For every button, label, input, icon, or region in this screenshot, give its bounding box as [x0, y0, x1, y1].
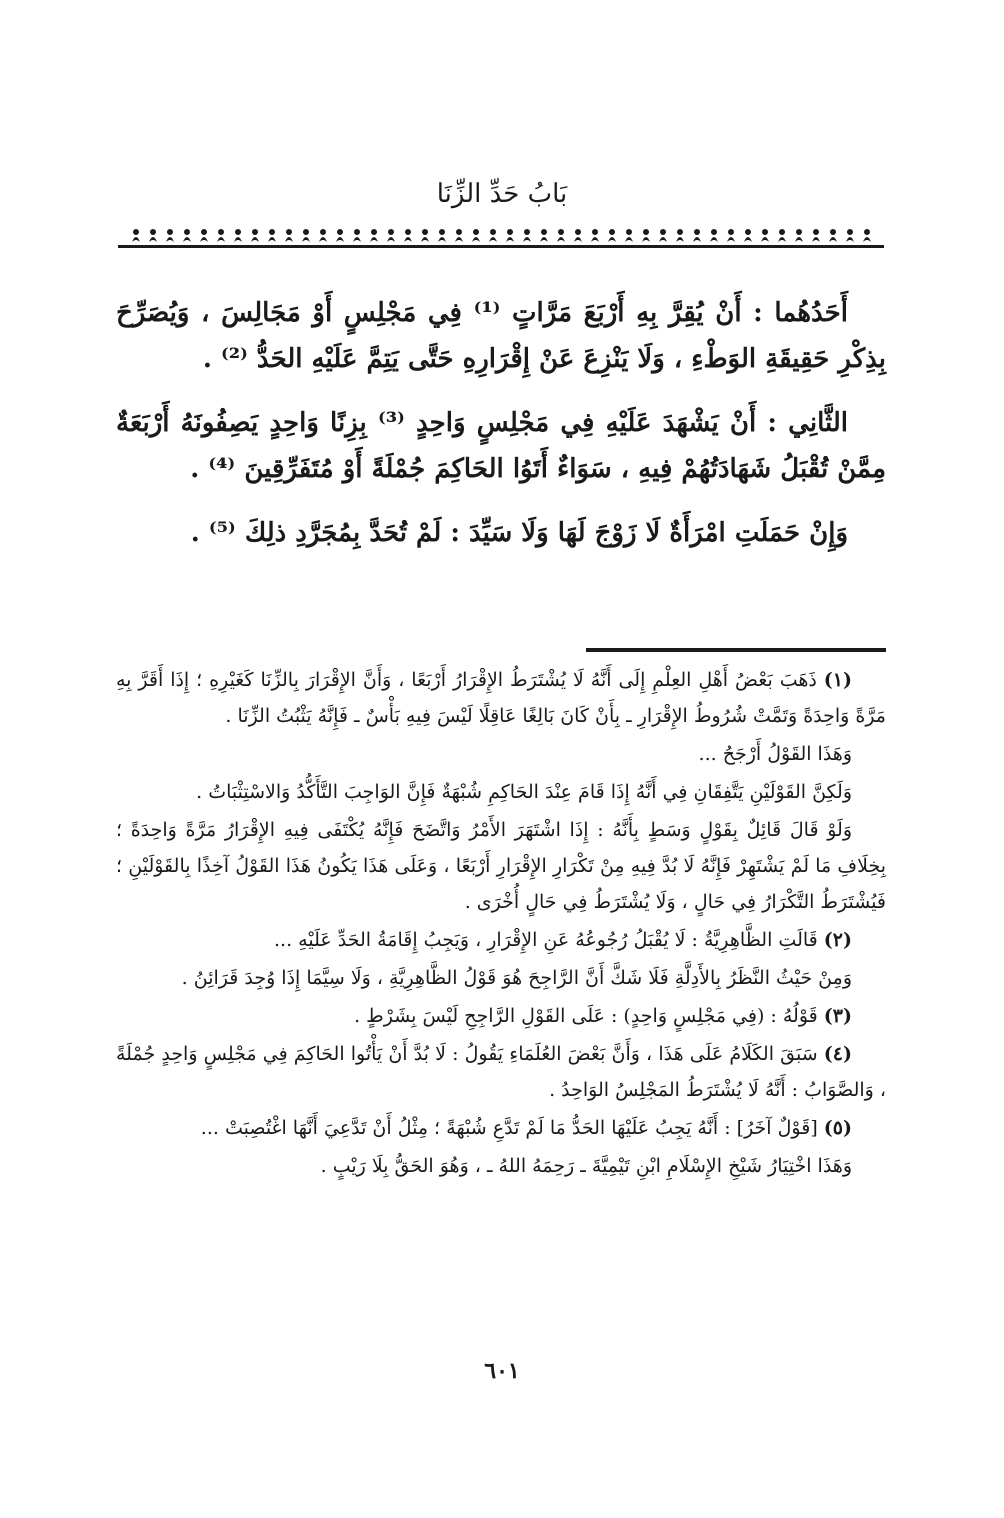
- main-paragraph-1: أَحَدُهُما : أَنْ يُقِرَّ بِهِ أَرْبَعَ مَرَّاتٍ ⁽¹⁾ فِي مَجْلِسٍ أَوْ مَجَالِسَ ، وَيُصَرِّحَ بِذِكْرِ حَقِيقَةِ الوَطْءِ ، وَلَا يَنْزِعَ عَنْ إِقْرَارِهِ حَتَّى يَتِمَّ عَلَيْهِ الحَدُّ ⁽²⁾ .: [116, 298, 886, 374]
- footnote-1-cont-b: [116, 774, 886, 810]
- footnote-1-cont-c: [116, 812, 886, 920]
- footnotes: [116, 662, 886, 1186]
- footnote-4: [116, 1036, 886, 1108]
- footnote-5: [116, 1110, 886, 1146]
- footnote-1: [116, 662, 886, 734]
- footnote-1-cont-a: [116, 736, 886, 772]
- footnote-number: (٥): [823, 1117, 852, 1139]
- footnote-text: وَهَذَا اخْتِيَارُ شَيْخِ الإِسْلَامِ ابْنِ تَيْمِيَّةَ ـ رَحِمَهُ اللهُ ـ ، وَهُوَ الحَقُّ بِلَا رَيْبٍ .: [320, 1155, 852, 1177]
- footnote-2-cont: [116, 960, 886, 996]
- footnote-text: ذَهَبَ بَعْضُ أَهْلِ العِلْمِ إِلَى أَنَّهُ لَا يُشْتَرَطُ الإِقْرَارُ أَرْبَعًا ، وَأَنَّ الإِقْرَارَ بِالزِّنَا كَغَيْرِهِ ؛ إِذَا أَقَرَّ بِهِ مَرَّةً وَاحِدَةً وَتَمَّتْ شُرُوطُ الإِقْرَارِ ـ بِأَنْ كَانَ بَالِغًا عَاقِلًا لَيْسَ فِيهِ بَأْسٌ ـ فَإِنَّهُ يَثْبُتُ الزِّنَا .: [116, 669, 886, 727]
- footnote-text: قَالَتِ الظَّاهِرِيَّةُ : لَا يُقْبَلُ رُجُوعُهُ عَنِ الإِقْرَارِ ، وَيَجِبُ إِقَامَةُ الحَدِّ عَلَيْهِ ...: [274, 929, 818, 951]
- footnote-text: وَلَكِنَّ القَوْلَيْنِ يَتَّفِقَانِ فِي أَنَّهُ إِذَا قَامَ عِنْدَ الحَاكِمِ شُبْهَةٌ فَإِنَّ الوَاجِبَ التَّأَكُّدُ وَالاسْتِثْبَاتُ .: [196, 781, 852, 803]
- main-text: [116, 290, 886, 574]
- footnote-text: قَوْلُهُ : (فِي مَجْلِسٍ وَاحِدٍ) : عَلَى القَوْلِ الرَّاجِحِ لَيْسَ بِشَرْطٍ .: [354, 1005, 818, 1027]
- main-paragraph-3: وَإِنْ حَمَلَتِ امْرَأَةٌ لَا زَوْجَ لَهَا وَلَا سَيِّدَ : لَمْ تُحَدَّ بِمُجَرَّدِ ذلِكَ ⁽⁵⁾ .: [190, 518, 848, 548]
- footnote-text: [قَوْلٌ آخَرُ] : أَنَّهُ يَجِبُ عَلَيْهَا الحَدُّ مَا لَمْ تَدَّعِ شُبْهَةً ؛ مِثْلُ أَنْ تَدَّعِيَ أَنَّهَا اغْتُصِبَتْ ...: [200, 1117, 818, 1139]
- ornament-divider: [118, 226, 884, 250]
- page-number: ٦٠١: [484, 1358, 520, 1384]
- footnote-number: (٢): [823, 929, 852, 951]
- footnote-3: [116, 998, 886, 1034]
- footnote-number: (٤): [823, 1043, 852, 1065]
- footnote-5-cont: [116, 1148, 886, 1184]
- footnote-text: سَبَقَ الكَلَامُ عَلَى هَذَا ، وَأَنَّ بَعْضَ العُلَمَاءِ يَقُولُ : لَا بُدَّ أَنْ يَأْتُوا الحَاكِمَ فِي مَجْلِسٍ وَاحِدٍ جُمْلَةً ، وَالصَّوَابُ : أَنَّهُ لَا يُشْتَرَطُ المَجْلِسُ الوَاحِدُ .: [116, 1043, 886, 1101]
- footnote-separator: [586, 648, 886, 652]
- footnote-text: وَهَذَا القَوْلُ أَرْجَحُ ...: [698, 743, 852, 765]
- chapter-title: بَابُ حَدِّ الزِّنَا: [436, 179, 568, 209]
- footnote-2: [116, 922, 886, 958]
- footnote-number: (١): [823, 669, 853, 691]
- footnote-text: وَمِنْ حَيْثُ النَّظَرُ بِالأَدِلَّةِ فَلَا شَكَّ أَنَّ الرَّاجِحَ هُوَ قَوْلُ الظَّاهِرِيَّةِ ، وَلَا سِيَّمَا إِذَا وُجِدَ قَرَائِنُ .: [181, 967, 852, 989]
- main-paragraph-2: الثَّانِي : أَنْ يَشْهَدَ عَلَيْهِ فِي مَجْلِسٍ وَاحِدٍ ⁽³⁾ بِزِنًا وَاحِدٍ يَصِفُونَهُ أَرْبَعَةٌ مِمَّنْ تُقْبَلُ شَهَادَتُهُمْ فِيهِ ، سَوَاءٌ أَتَوُا الحَاكِمَ جُمْلَةً أَوْ مُتَفَرِّقِينَ ⁽⁴⁾ .: [116, 408, 886, 484]
- footnote-number: (٣): [823, 1005, 852, 1027]
- footnote-text: وَلَوْ قَالَ قَائِلٌ بِقَوْلٍ وَسَطٍ بِأَنَّهُ : إِذَا اشْتَهَرَ الأَمْرُ وَاتَّضَحَ فَإِنَّهُ يُكْتَفَى فِيهِ الإِقْرَارُ مَرَّةً وَاحِدَةً ؛ بِخِلَافِ مَا لَمْ يَشْتَهِرْ فَإِنَّهُ لَا بُدَّ فِيهِ مِنْ تَكْرَارِ الإِقْرَارِ أَرْبَعًا ، وَعَلَى هَذَا يَكُونُ هَذَا القَوْلُ آخِذًا بِالقَوْلَيْنِ ؛ فَيُشْتَرَطُ التَّكْرَارُ فِي حَالٍ ، وَلَا يُشْتَرَطُ فِي حَالٍ أُخْرَى .: [116, 819, 886, 913]
